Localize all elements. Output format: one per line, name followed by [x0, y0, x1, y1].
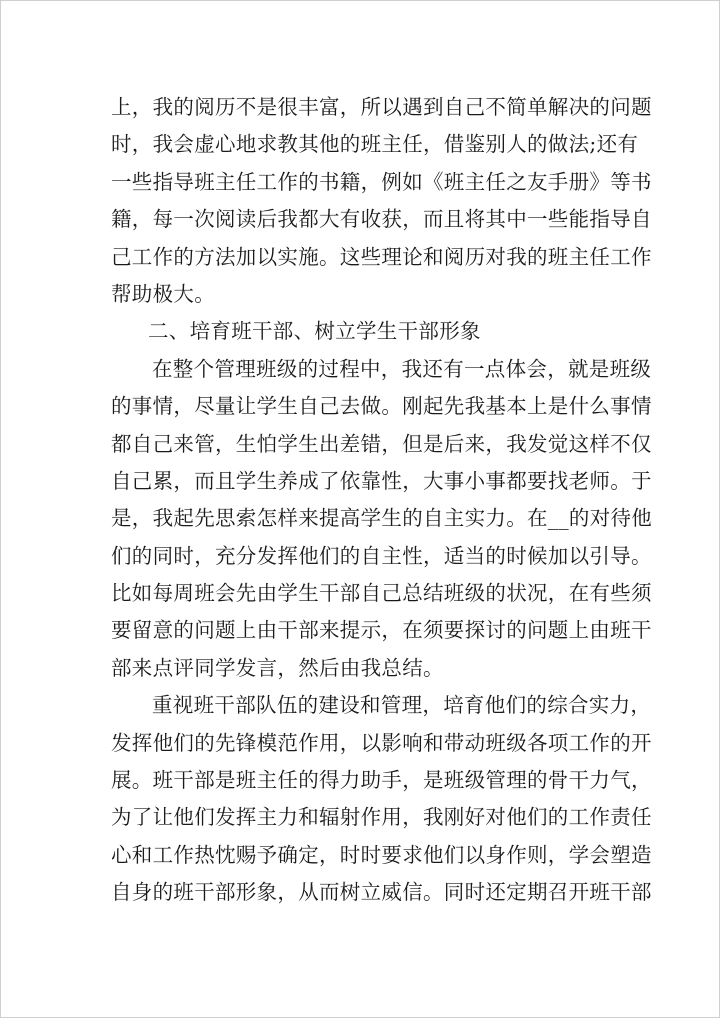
text-line: 为了让他们发挥主力和辐射作用，我刚好对他们的工作责任: [111, 805, 652, 830]
text-line: 是，我起先思索怎样来提高学生的自主实力。在__的对待他: [111, 506, 653, 531]
document-body: [111, 89, 653, 912]
text-line: 都自己来管，生怕学生出差错，但是后来，我发觉这样不仅: [111, 431, 652, 456]
text-line: 帮助极大。: [111, 281, 215, 306]
text-line: 发挥他们的先锋模范作用，以影响和带动班级各项工作的开: [111, 730, 652, 755]
text-line: 们的同时，充分发挥他们的自主性，适当的时候加以引导。: [111, 543, 652, 568]
text-line: 心和工作热忱赐予确定，时时要求他们以身作则，学会塑造: [111, 842, 652, 867]
text-line: 自身的班干部形象，从而树立威信。同时还定期召开班干部: [111, 880, 652, 905]
text-line: 要留意的问题上由干部来提示，在须要探讨的问题上由班干: [111, 618, 652, 643]
text-line: 重视班干部队伍的建设和管理，培育他们的综合实力，: [152, 693, 652, 718]
text-line: 自己累，而且学生养成了依靠性，大事小事都要找老师。于: [111, 468, 652, 493]
paragraph-student-autonomy: [111, 351, 653, 688]
text-line: 展。班干部是班主任的得力助手，是班级管理的骨干力气，: [111, 768, 652, 793]
section-heading-text: 二、培育班干部、树立学生干部形象: [148, 319, 481, 344]
text-line: 籍，每一次阅读后我都大有收获，而且将其中一些能指导自: [111, 207, 652, 232]
text-line: 己工作的方法加以实施。这些理论和阅历对我的班主任工作: [111, 244, 652, 269]
text-line: 部来点评同学发言，然后由我总结。: [111, 655, 444, 680]
text-line: 上，我的阅历不是很丰富，所以遇到自己不简单解决的问题: [111, 95, 652, 119]
text-line: 时，我会虚心地求教其他的班主任，借鉴别人的做法;还有: [111, 132, 639, 157]
text-line: 在整个管理班级的过程中，我还有一点体会，就是班级: [152, 356, 652, 381]
section-heading: [111, 313, 607, 350]
text-line: 一些指导班主任工作的书籍，例如《班主任之友手册》等书: [111, 169, 652, 194]
text-line: 的事情，尽量让学生自己去做。刚起先我基本上是什么事情: [111, 394, 652, 419]
paragraph-class-cadres: [111, 687, 652, 911]
text-line: 比如每周班会先由学生干部自己总结班级的状况，在有些须: [111, 581, 652, 606]
paragraph-experience: [111, 89, 652, 313]
